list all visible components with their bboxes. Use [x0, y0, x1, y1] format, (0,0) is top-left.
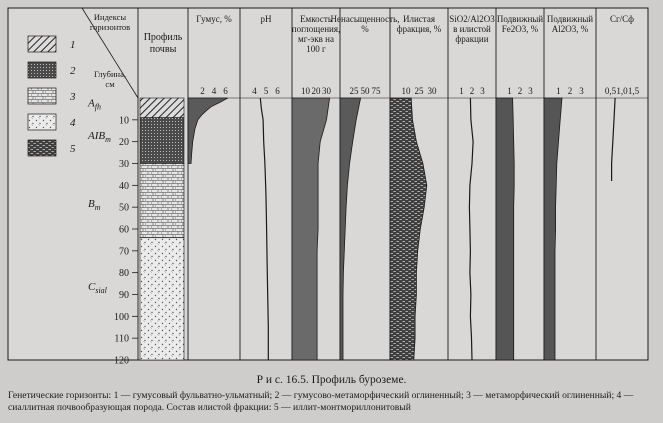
profile-header-line2: почвы	[149, 44, 177, 55]
panel-title-line: Cг/Cф	[609, 14, 635, 24]
panel-tick-label: 10	[301, 86, 310, 96]
depth-tick-label: 40	[119, 180, 129, 192]
panel-title-line: фракции	[455, 34, 489, 44]
depth-header-line2: см	[105, 79, 115, 89]
depth-tick-label: 100	[114, 311, 129, 323]
panel-title-line: Подвижный	[546, 14, 594, 24]
panel-title-line: мг-экв на	[298, 34, 334, 44]
panel-tick-label: 4	[252, 86, 257, 96]
profile-header-line1: Профиль	[143, 32, 183, 43]
depth-tick-label: 80	[119, 268, 129, 280]
panel-title-line: SiO2/Al2O3	[449, 14, 495, 24]
panel-tick-label: 3	[528, 86, 533, 96]
horizon-label-3: $C_{sial}$	[88, 280, 107, 295]
panel-tick-label: 2	[517, 86, 523, 96]
panel-title-line: pH	[260, 14, 272, 24]
panel-tick-label: 10	[401, 86, 411, 96]
panel-tick-label: 25	[349, 86, 359, 96]
panel-tick-label: 2	[200, 86, 205, 96]
panel-tick-label: 3	[480, 86, 485, 96]
panel-tick-label: 75	[371, 86, 381, 96]
depth-tick-label: 110	[114, 333, 129, 345]
horizon-block-2	[140, 164, 184, 238]
panel-tick-label: 3	[579, 86, 584, 96]
panel-tick-label: 1	[507, 86, 512, 96]
panel-tick-label: 1	[556, 86, 561, 96]
panel-title-line: поглощения,	[291, 24, 341, 34]
legend-swatch-5	[28, 140, 56, 156]
depth-tick-label: 90	[119, 290, 129, 301]
panel-title-line: Емкость	[300, 14, 332, 24]
panel-tick-label: 50	[360, 86, 370, 96]
horizon-block-0	[140, 98, 184, 118]
figure-caption-title: Р и с. 16.5. Профиль буроземе.	[256, 374, 407, 386]
panel-tick-label: 20	[311, 86, 321, 96]
index-header-line2: горизонтов	[89, 22, 131, 32]
panel-tick-label: 6	[223, 86, 228, 96]
panel-tick-label: 2	[567, 86, 573, 96]
panel-title-line: Гумус, %	[196, 14, 232, 24]
legend-number-1: 1	[70, 39, 76, 51]
panel-title-line: %	[361, 24, 369, 34]
legend-swatch-2	[28, 62, 56, 78]
legend-number-5: 5	[70, 143, 76, 155]
depth-tick-label: 20	[119, 137, 129, 149]
panel-tick-label: 30	[427, 86, 437, 96]
horizon-label-2: $B_m$	[88, 197, 101, 212]
figure-caption-body: Генетические горизонты: 1 — гумусовый фульватно-ульматный; 2 — гумусово-метаморфический оглиненный; 3 — метаморфический оглиненный; 4 — сиаллитная почвообразующая порода. Состав илистой фракции: 5 — иллит-монтмориллонитовый	[8, 390, 634, 413]
panel-title-line: Подвижный	[496, 14, 544, 24]
depth-tick-label: 50	[119, 202, 129, 214]
panel-title-line: в илистой	[453, 24, 491, 34]
panel-tick-label: 1,5	[627, 86, 640, 96]
panel-title-line: фракция, %	[396, 24, 442, 34]
panel-title-line: Илистая	[403, 14, 435, 24]
index-header-line1: Индексы	[93, 12, 127, 22]
legend-swatch-3	[28, 88, 56, 104]
panel-tick-label: 1,0	[616, 86, 628, 96]
horizon-block-3	[140, 238, 184, 360]
depth-tick-label: 10	[119, 115, 129, 127]
legend-swatch-1	[28, 36, 56, 52]
depth-tick-label: 30	[119, 159, 129, 170]
panel-tick-label: 5	[263, 86, 269, 96]
depth-header-line1: Глубина,	[94, 69, 126, 79]
depth-tick-label: 70	[119, 246, 129, 258]
panel-tick-label: 25	[414, 86, 424, 96]
panel-title-line: 100 г	[306, 44, 326, 54]
panel-area	[496, 98, 514, 360]
panel-tick-label: 1	[459, 86, 464, 96]
panel-tick-label: 4	[211, 86, 217, 96]
panel-tick-label: 0,5	[604, 86, 617, 96]
depth-tick-label: 120	[114, 355, 129, 367]
legend-swatch-4	[28, 114, 56, 130]
legend-number-2: 2	[70, 65, 76, 77]
panel-tick-label: 2	[469, 86, 475, 96]
panel-tick-label: 6	[275, 86, 280, 96]
panel-tick-label: 30	[322, 86, 331, 96]
horizon-label-1: $AIB_m$	[88, 130, 111, 145]
horizon-label-0: $A_{fh}$	[88, 97, 101, 112]
panel-title-line: Al2O3, %	[551, 24, 589, 34]
panel-title-line: Fe2O3, %	[501, 24, 539, 34]
legend-number-3: 3	[70, 91, 76, 103]
legend-number-4: 4	[70, 117, 76, 129]
depth-tick-label: 60	[119, 224, 129, 236]
horizon-block-1	[140, 118, 184, 164]
panel-title-line: Ненасыщенность,	[330, 14, 400, 24]
